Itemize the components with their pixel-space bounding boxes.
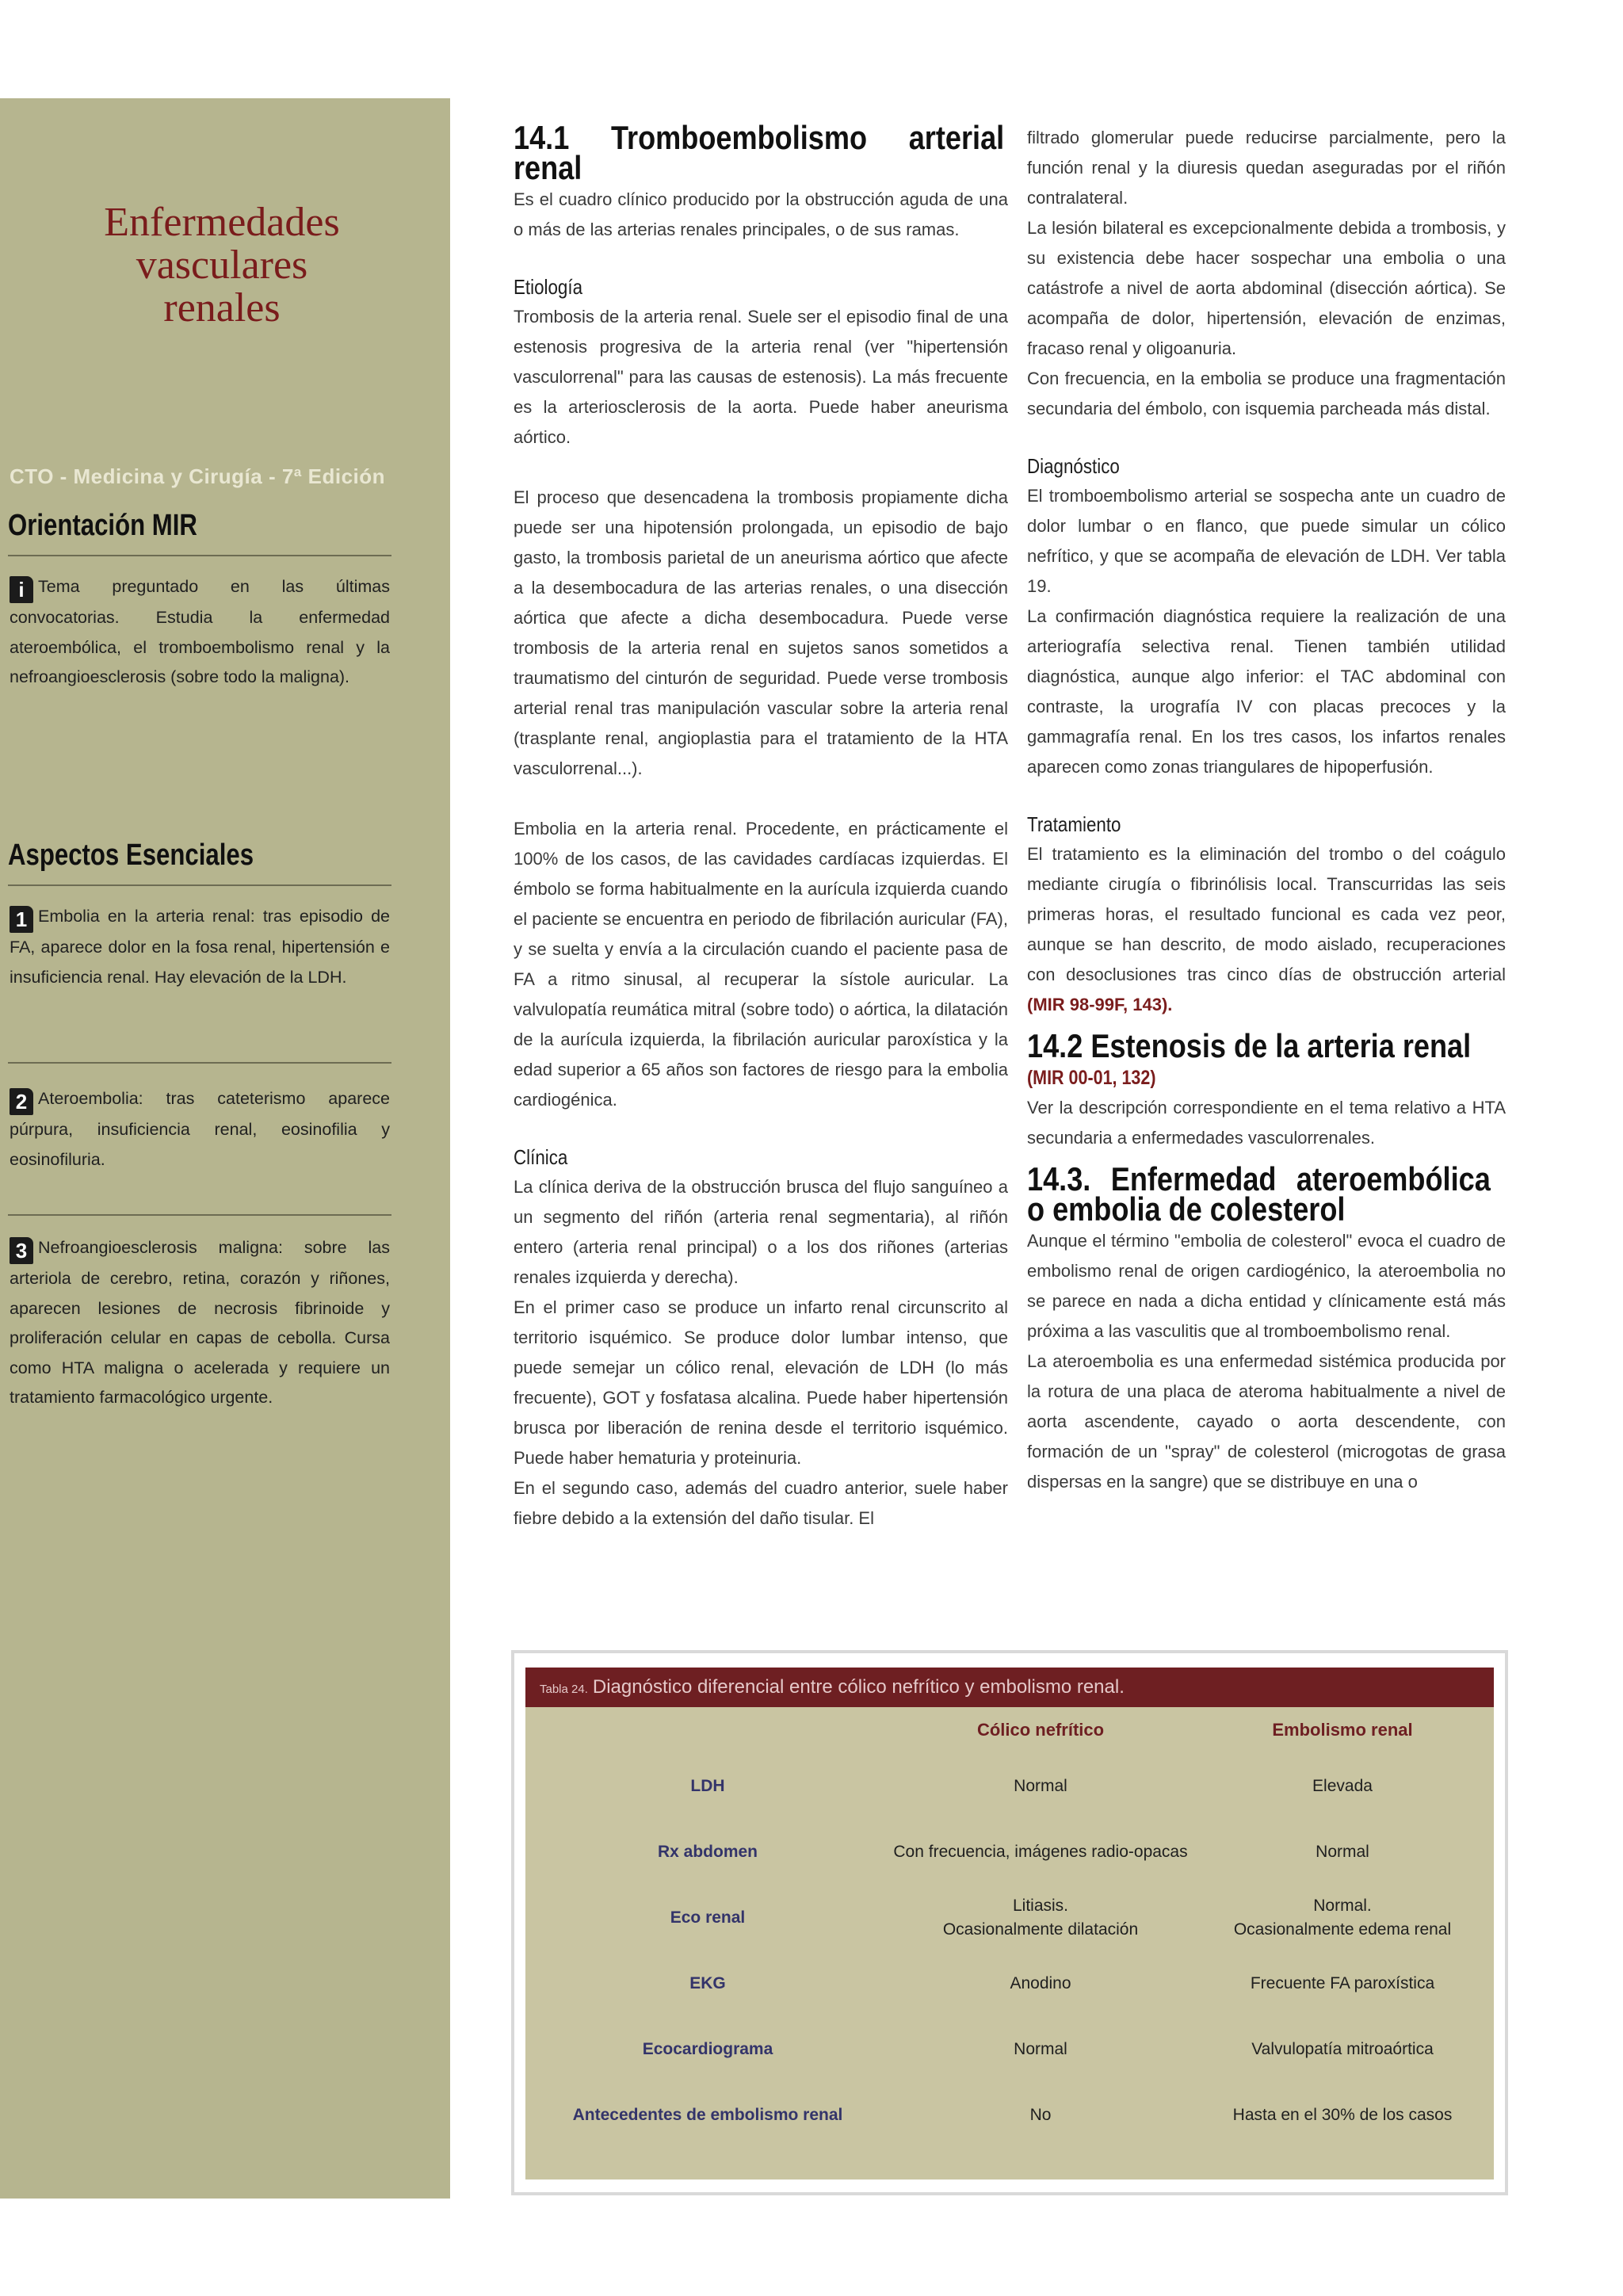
subheading-diagnostico: Diagnóstico: [1027, 454, 1120, 478]
header-cell: Embolismo renal: [1272, 1720, 1413, 1740]
paragraph: Ver la descripción correspondiente en el tema relativo a HTA secundaria a enfermedades vasculorrenales.: [1027, 1098, 1506, 1148]
table-cell: Normal. Ocasionalmente edema renal: [1233, 1896, 1452, 1939]
table-cell: Normal: [1014, 2039, 1067, 2058]
orientacion-heading: Orientación MIR: [8, 509, 197, 542]
subheading-clinica: Clínica: [514, 1145, 568, 1169]
aspecto-text: Nefroangioesclerosis maligna: sobre las arteriola de cerebro, retina, corazón y riñones, aparecen lesiones de necrosis fibrinoide y proliferación celular en capas de cebolla. Cursa como HTA maligna o acelerada y requiere un tratamiento farmacológico urgente.: [10, 1238, 390, 1407]
table-row: [525, 1819, 1494, 1885]
paragraph: El tromboembolismo arterial se sospecha ante un cuadro de dolor lumbar o en flanco, que puede simular un cólico nefrítico, y que se acompaña de elevación de LDH. Ver tabla 19.: [1027, 486, 1506, 596]
header-cell: [525, 1707, 890, 1753]
row-label: Eco renal: [670, 1908, 746, 1927]
table-caption-text: Diagnóstico diferencial entre cólico nefrítico y embolismo renal.: [592, 1676, 1125, 1698]
table-cell: Frecuente FA paroxística: [1250, 1973, 1435, 1992]
row-label: LDH: [690, 1776, 725, 1795]
paragraph: En el segundo caso, además del cuadro anterior, suele haber fiebre debido a la extensión del daño tisular. El: [514, 1478, 1008, 1528]
table-number: Tabla 24.: [540, 1683, 588, 1696]
paragraph: La ateroembolia es una enfermedad sistémica producida por la rotura de una placa de ateroma habitualmente a nivel de aorta ascendente, cayado o aorta descendente, con formación de un "spray" de colesterol (microgotas de grasa dispersas en la sangre) que se distribuye en una o: [1027, 1351, 1506, 1492]
number-badge-icon: 2: [10, 1088, 33, 1115]
table-cell: Elevada: [1312, 1776, 1373, 1795]
subheading-etiologia: Etiología: [514, 275, 583, 299]
table-cell: Litiasis. Ocasionalmente dilatación: [942, 1896, 1139, 1939]
row-label: EKG: [689, 1973, 726, 1992]
chapter-subtitle: CTO - Medicina y Cirugía - 7ª Edición: [10, 464, 386, 488]
aspecto-item-1: [10, 902, 390, 992]
number-badge-icon: 1: [10, 906, 33, 933]
mir-reference: (MIR 00-01, 132): [1027, 1067, 1156, 1089]
table-header-row: [525, 1707, 1494, 1753]
row-label: Antecedentes de embolismo renal: [572, 2105, 843, 2124]
table-row: [525, 2016, 1494, 2082]
table-cell: No: [1029, 2105, 1052, 2124]
number-badge-icon: 3: [10, 1237, 33, 1264]
paragraph: Aunque el término "embolia de colesterol" evoca el cuadro de embolismo renal de origen cardiogénico, la ateroembolia no se parece en nada a dicha entidad y clínicamente está más próxima a las vasculitis que al tromboembolismo renal.: [1027, 1231, 1506, 1341]
paragraph: La confirmación diagnóstica requiere la realización de una arteriografía selectiva renal. Tienen también utilidad diagnóstica, aunque algo inferior: el TAC abdominal con contraste, la urografía IV con placas precoces y la gammagrafía renal. En los tres casos, los infartos renales aparecen como zonas triangulares de hipoperfusión.: [1027, 606, 1506, 777]
differential-table: [525, 1707, 1494, 2148]
paragraph: La clínica deriva de la obstrucción brusca del flujo sanguíneo a un segmento del riñón (arteria renal segmentaria), al riñón entero (arteria renal principal) o a los dos riñones (arterias renales izquierda y derecha).: [514, 1177, 1008, 1287]
divider: [8, 1214, 391, 1216]
table-row: [525, 2082, 1494, 2148]
table-cell: Normal: [1316, 1842, 1369, 1861]
aspecto-text: Ateroembolia: tras cateterismo aparece púrpura, insuficiencia renal, eosinofilia y eosinofiluria.: [10, 1089, 390, 1169]
main-column-2: [1027, 123, 1506, 1497]
table-row: [525, 1753, 1494, 1819]
divider: [8, 884, 391, 886]
section-title-14-2: 14.2 Estenosis de la arteria renal: [1027, 1027, 1472, 1064]
table-row: [525, 1950, 1494, 2016]
mir-reference: (MIR 98-99F, 143).: [1027, 995, 1173, 1014]
table-cell: Normal: [1014, 1776, 1067, 1795]
header-cell: Cólico nefrítico: [976, 1720, 1105, 1740]
table-24: [511, 1650, 1508, 2195]
paragraph: Con frecuencia, en la embolia se produce una fragmentación secundaria del émbolo, con isquemia parcheada más distal.: [1027, 369, 1506, 418]
table-body: [525, 1668, 1494, 2179]
aspecto-text: Embolia en la arteria renal: tras episodio de FA, aparece dolor en la fosa renal, hipertensión e insuficiencia renal. Hay elevación de la LDH.: [10, 907, 390, 987]
paragraph: filtrado glomerular puede reducirse parcialmente, pero la función renal y la diuresis quedan aseguradas por el riñón contralateral.: [1027, 128, 1506, 208]
orientacion-item: [10, 572, 390, 693]
row-label: Rx abdomen: [657, 1842, 758, 1861]
row-label: Ecocardiograma: [642, 2039, 773, 2058]
table-row: [525, 1885, 1494, 1950]
info-badge-icon: i: [10, 576, 33, 603]
table-cell: Anodino: [1010, 1973, 1071, 1992]
aspecto-item-3: [10, 1233, 390, 1413]
divider: [8, 555, 391, 556]
section-title-14-3: 14.3. Enfermedad ateroembólica o embolia de colesterol: [1027, 1160, 1491, 1228]
paragraph: Embolia en la arteria renal. Procedente, en prácticamente el 100% de los casos, de las cavidades cardíacas izquierdas. El émbolo se forma habitualmente en la aurícula izquierda cuando el paciente se encuentra en periodo de fibrilación auricular (FA), y se suelta y envía a la circulación cuando el paciente pasa de FA a ritmo sinusal, al recuperar la sístole auricular. La valvulopatía reumática mitral (sobre todo) o aórtica, la dilatación de la aurícula izquierda, la fibrilación auricular paroxística y la edad superior a 65 años son factores de riesgo para la embolia cardiogénica.: [514, 819, 1008, 1110]
orientacion-text: Tema preguntado en las últimas convocatorias. Estudia la enfermedad ateroembólica, el tromboembolismo renal y la nefroangioesclerosis (sobre todo la maligna).: [10, 577, 390, 686]
table-cell: Valvulopatía mitroaórtica: [1251, 2039, 1434, 2058]
paragraph: En el primer caso se produce un infarto renal circunscrito al territorio isquémico. Se produce dolor lumbar intenso, que puede semejar un cólico renal, elevación de LDH (lo más frecuente), GOT y fosfatasa alcalina. Puede haber hipertensión brusca por liberación de renina desde el territorio isquémico. Puede haber hematuria y proteinuria.: [514, 1297, 1008, 1468]
paragraph: Trombosis de la arteria renal. Suele ser el episodio final de una estenosis progresiva de la arteria renal (ver "hipertensión vasculorrenal" para las causas de estenosis). La más frecuente es la arteriosclerosis de la aorta. Puede haber aneurisma aórtico.: [514, 307, 1008, 447]
table-caption: [525, 1668, 1494, 1707]
table-cell: Con frecuencia, imágenes radio-opacas: [893, 1842, 1188, 1861]
divider: [8, 1062, 391, 1064]
main-column-1: [514, 119, 1008, 1534]
section-title-14-1: 14.1 Tromboembolismo arterial renal: [514, 119, 1005, 186]
aspecto-item-2: [10, 1084, 390, 1175]
aspectos-heading: Aspectos Esenciales: [8, 839, 254, 872]
paragraph: La lesión bilateral es excepcionalmente debida a trombosis, y su existencia debe hacer sospechar una embolia o una catástrofe a nivel de aorta abdominal (disección aórtica). Se acompaña de dolor, hipertensión, elevación de enzimas, fracaso renal y oligoanuria.: [1027, 218, 1506, 358]
chapter-title: Enfermedades vasculares renales: [104, 200, 340, 330]
paragraph: El proceso que desencadena la trombosis propiamente dicha puede ser una hipotensión prolongada, un episodio de bajo gasto, la trombosis parietal de un aneurisma aórtico que afecte a la desembocadura de las arterias renales, o una disección aórtica que afecte a dicha desembocadura. Puede verse trombosis de la arteria renal en sujetos sanos sometidos a traumatismo del cinturón de seguridad. Puede verse trombosis arterial renal tras manipulación vascular sobre la arteria renal (trasplante renal, angioplastia para el tratamiento de la HTA vasculorrenal...).: [514, 487, 1008, 778]
sidebar: [0, 98, 450, 2199]
intro-paragraph: Es el cuadro clínico producido por la obstrucción aguda de una o más de las arterias renales principales, o de sus ramas.: [514, 189, 1008, 239]
subheading-tratamiento: Tratamiento: [1027, 812, 1121, 836]
paragraph: El tratamiento es la eliminación del trombo o del coágulo mediante cirugía o fibrinólisis local. Transcurridas las seis primeras horas, el resultado funcional es cada vez peor, aunque se han descrito, de modo aislado, recuperaciones con desoclusiones tras cinco días de obstrucción arterial (MIR 98-99F, 143).: [1027, 844, 1506, 1014]
table-cell: Hasta en el 30% de los casos: [1232, 2105, 1453, 2124]
